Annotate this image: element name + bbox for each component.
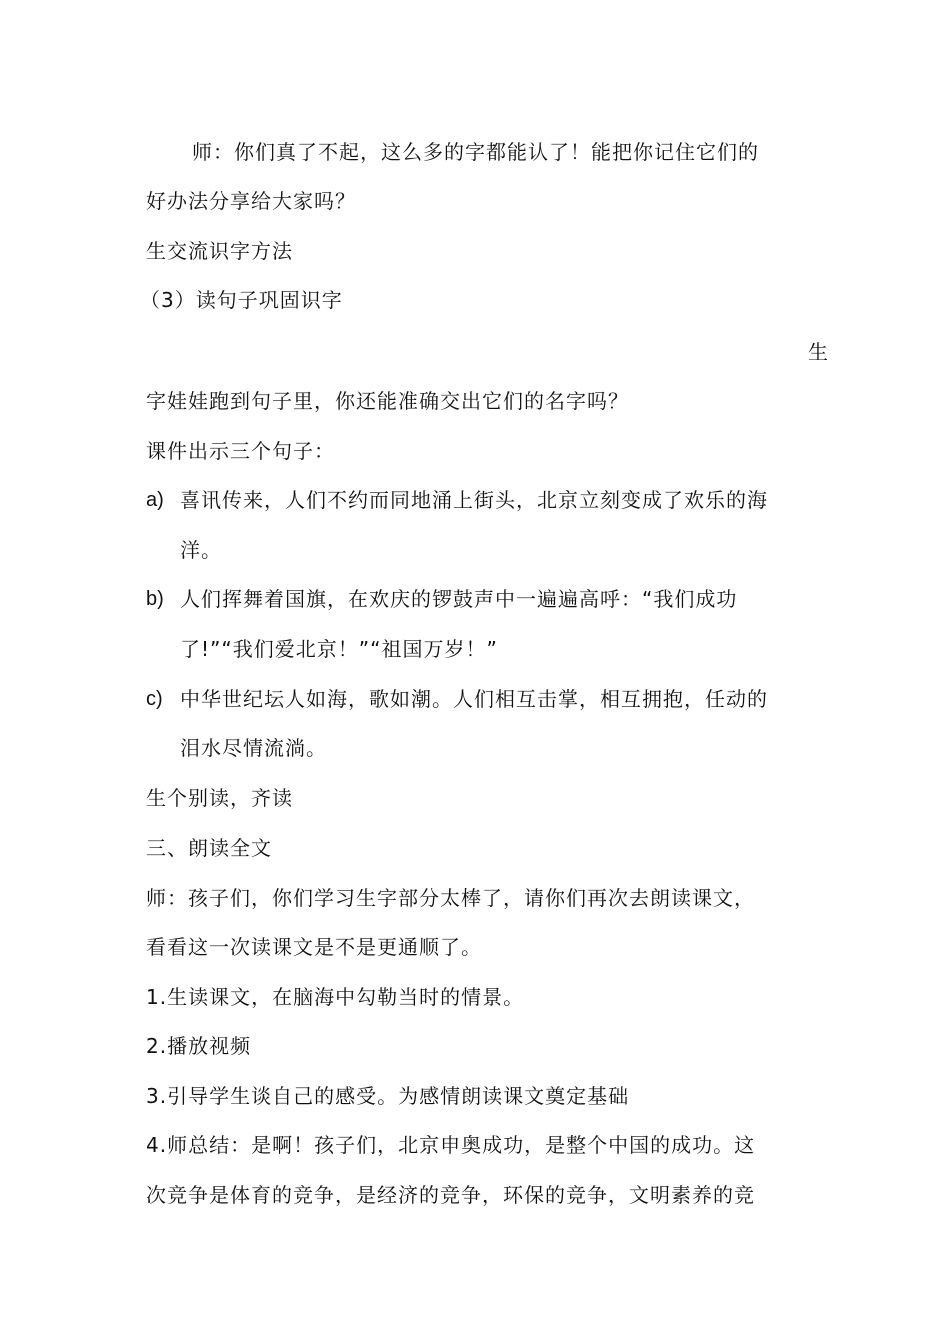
paragraph-teacher-praise-line1: 师：你们真了不起，这么多的字都能认了！能把你记住它们的: [192, 140, 759, 164]
paragraph-student-exchange: 生交流识字方法: [146, 239, 293, 263]
list-item-line2: 泪水尽情流淌。: [180, 736, 327, 760]
section-heading-read-sentences: （3）读句子巩固识字: [140, 288, 343, 312]
step-4-line2: 次竞争是体育的竞争，是经济的竞争，环保的竞争，文明素养的竞: [146, 1183, 755, 1207]
list-marker: b): [146, 588, 164, 610]
step-1: 1.生读课文，在脑海中勾勒当时的情景。: [146, 985, 525, 1009]
list-item-line1: 喜讯传来，人们不约而同地涌上街头，北京立刻变成了欢乐的海: [180, 488, 768, 512]
paragraph-student-reading: 生个别读，齐读: [146, 786, 293, 810]
list-item-line1: 人们挥舞着国旗，在欢庆的锣鼓声中一遍遍高呼：“我们成功: [180, 587, 738, 611]
list-item-line2: 了!”“我们爱北京！”“祖国万岁！”: [180, 637, 498, 661]
paragraph-show-sentences: 课件出示三个句子：: [146, 439, 335, 463]
section-heading-read-full-text: 三、朗读全文: [146, 836, 272, 860]
list-marker: a): [146, 489, 164, 511]
paragraph-right-char: 生: [808, 340, 829, 364]
step-4-line1: 4.师总结：是啊！孩子们，北京申奥成功，是整个中国的成功。这: [146, 1133, 756, 1157]
list-marker: c): [146, 688, 163, 710]
paragraph-teacher-encourage-line1: 师：孩子们，你们学习生字部分太棒了，请你们再次去朗读课文，: [146, 886, 755, 910]
step-2: 2.播放视频: [146, 1034, 252, 1058]
list-item-line2: 洋。: [180, 538, 222, 562]
list-item-line1: 中华世纪坛人如海，歌如潮。人们相互击掌，相互拥抱，任动的: [180, 687, 768, 711]
paragraph-character-prompt: 字娃娃跑到句子里，你还能准确交出它们的名字吗？: [146, 389, 629, 413]
paragraph-teacher-praise-line2: 好办法分享给大家吗？: [146, 189, 356, 213]
paragraph-teacher-encourage-line2: 看看这一次读课文是不是更通顺了。: [146, 935, 482, 959]
step-3: 3.引导学生谈自己的感受。为感情朗读课文奠定基础: [146, 1084, 630, 1108]
